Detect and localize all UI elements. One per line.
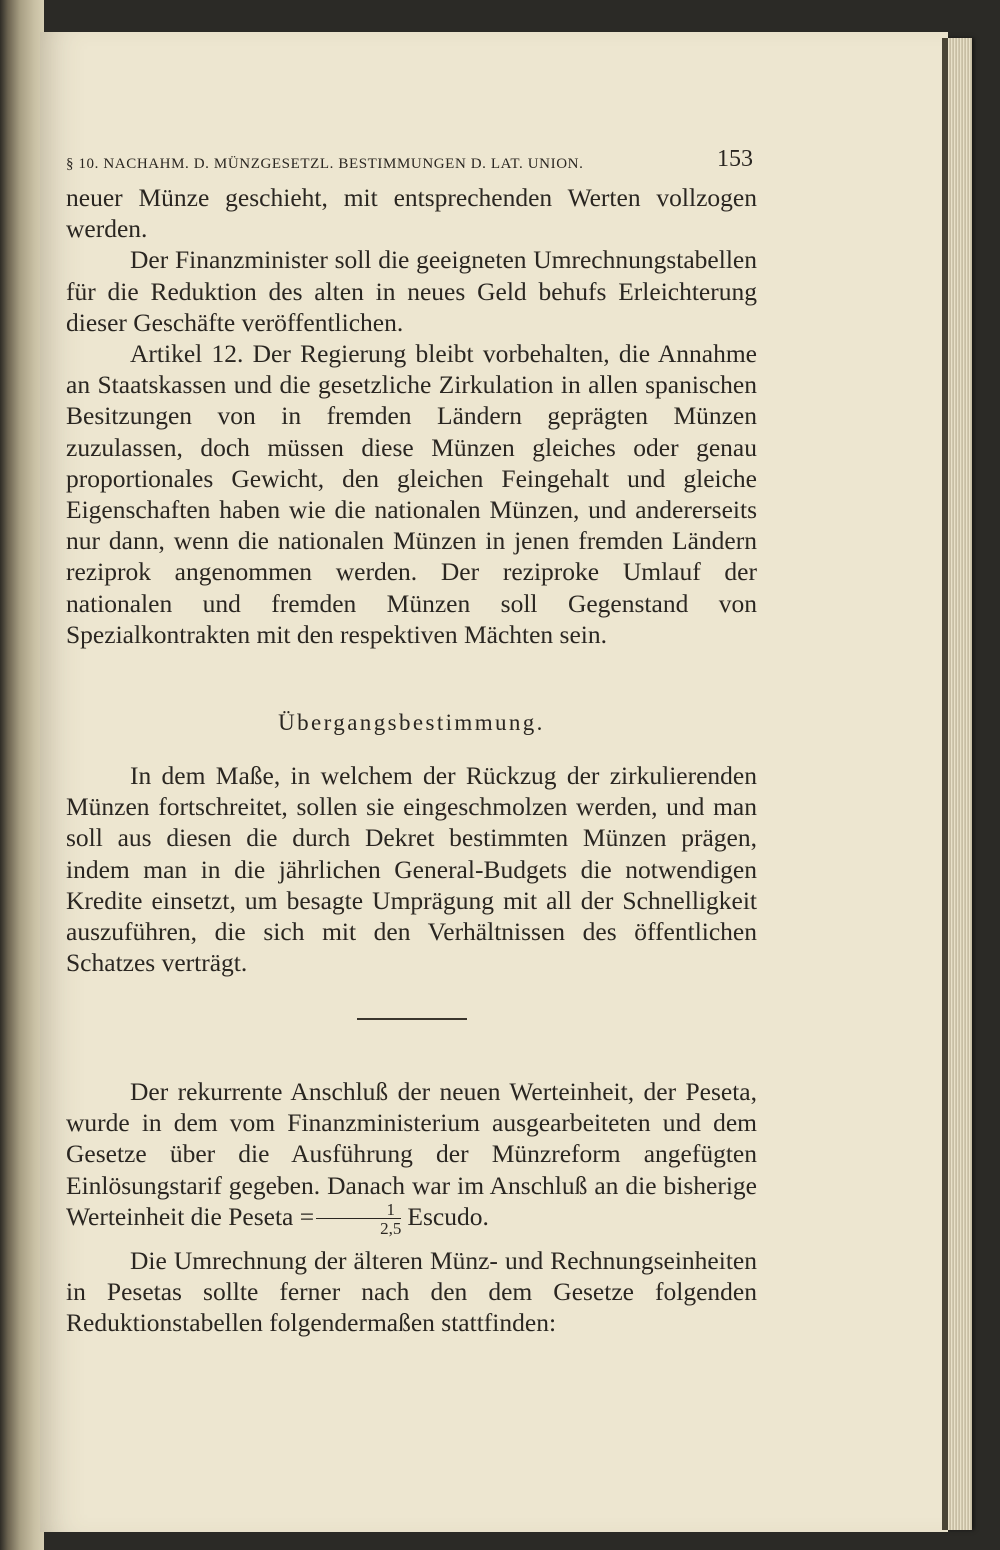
section-heading: Übergangsbestimmung. bbox=[278, 710, 545, 736]
escudo-text: Escudo. bbox=[407, 1201, 489, 1231]
paragraph-transition: In dem Maße, in welchem der Rückzug der zirkulierenden Münzen fortschreitet, sollen sie eingeschmolzen werden, und man soll aus diesen die durch Dekret bestimmten Münzen prägen, indem man in die jährlichen General-Budgets die notwendigen Kredite einsetzt, um besagte Umprägung mit all der Schnelligkeit auszuführen, die sich mit den Verhältnissen des öffentlichen Schatzes verträgt. bbox=[66, 761, 757, 978]
page-number: 153 bbox=[717, 146, 753, 172]
fraction bbox=[316, 1201, 401, 1237]
separator-rule bbox=[357, 1018, 467, 1020]
fraction-denominator: 2,5 bbox=[380, 1218, 402, 1238]
running-head bbox=[66, 142, 757, 182]
peseta-text: Der rekurrente Anschluß der neuen Werteinheit, der Peseta, wurde in dem vom Finanzministerium ausgearbeiteten und dem Gesetze über die Ausführung der Münzreform angefügten Einlösungstarif gegeben. Danach war im Anschluß an die bisherige Werteinheit die Peseta = bbox=[66, 1076, 757, 1231]
fraction-numerator: 1 bbox=[316, 1201, 401, 1219]
paragraph-article-12: Artikel 12. Der Regierung bleibt vorbehalten, die Annahme an Staatskassen und die gesetzliche Zirkulation in allen spanischen Besitzungen von in fremden Ländern geprägten Münzen zuzulassen, doch müssen diese Münzen gleiches oder genau proportionales Gewicht, den gleichen Feingehalt und gleiche Eigenschaften haben wie die nationalen Münzen, und andererseits nur dann, wenn die nationalen Münzen in jenen fremden Ländern reziprok angenommen werden. Der reziproke Umlauf der nationalen und fremden Münzen soll Gegenstand von Spezialkontrakten mit den respektiven Mächten sein. bbox=[66, 339, 757, 649]
paragraph-conversion: Die Umrechnung der älteren Münz- und Rechnungseinheiten in Pesetas sollte ferner nach den dem Gesetze folgenden Reduktionstabellen folgendermaßen stattfinden: bbox=[66, 1245, 757, 1338]
page-edge-shadow bbox=[942, 38, 948, 1530]
page-content bbox=[66, 142, 757, 1339]
running-head-title: § 10. NACHAHM. D. MÜNZGESETZL. BESTIMMUNGEN D. LAT. UNION. bbox=[66, 156, 584, 172]
paragraph-peseta bbox=[66, 1076, 757, 1237]
paragraph-1: neuer Münze geschieht, mit entsprechenden Werten vollzogen werden. bbox=[66, 183, 757, 244]
paragraph-2: Der Finanzminister soll die geeigneten Umrechnungstabellen für die Reduktion des alten in neues Geld behufs Erleichterung dieser Geschäfte veröffentlichen. bbox=[66, 245, 757, 337]
book-gutter bbox=[0, 0, 44, 1550]
